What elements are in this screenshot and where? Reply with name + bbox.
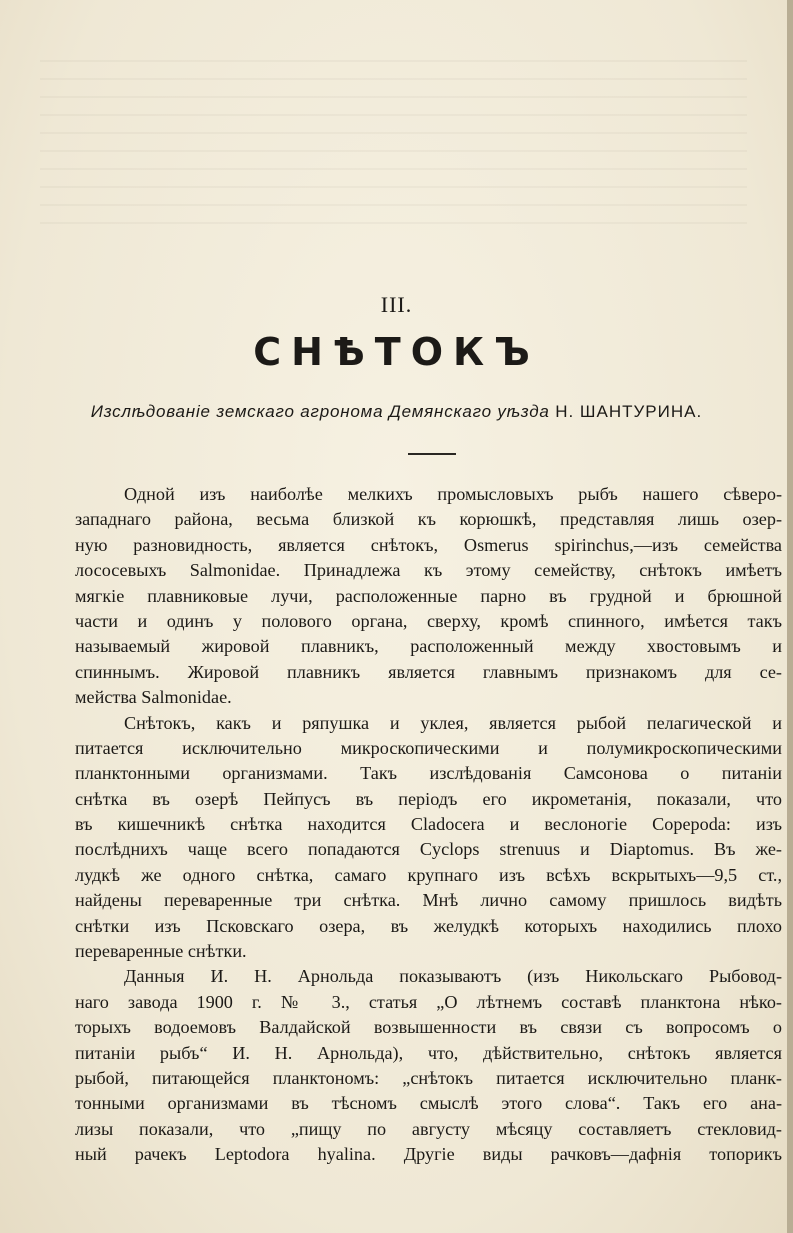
show-through-text bbox=[40, 60, 747, 240]
text-line: питается исключительно микроскопическими и полумикроскопическими bbox=[75, 737, 782, 758]
text-line: послѣднихъ чаще всего попадаются Cyclops strenuus и Diaptomus. Въ же- bbox=[75, 839, 782, 860]
text-line: Одной изъ наиболѣе мелкихъ промысловыхъ рыбъ нашего сѣверо- bbox=[124, 484, 782, 504]
paragraph bbox=[75, 482, 782, 711]
text-line: лудкѣ же одного снѣтка, самаго крупнаго изъ всѣхъ вскрытыхъ—9,5 ст., bbox=[75, 864, 782, 885]
text-line: снѣтка въ озерѣ Пейпусъ въ періодъ его икрометанія, показали, что bbox=[75, 788, 782, 809]
text-line: называемый жировой плавникъ, расположенный между хвостовымъ и bbox=[75, 636, 782, 657]
paragraph bbox=[75, 964, 782, 1167]
text-line: мейства Salmonidae. bbox=[75, 687, 232, 708]
article-body bbox=[75, 482, 782, 1168]
article-subtitle bbox=[0, 402, 793, 422]
text-line: рыбой, питающейся планктономъ: „снѣтокъ питается исключительно планк- bbox=[75, 1067, 782, 1088]
text-line: мягкіе плавниковые лучи, расположенные парно въ грудной и брюшной bbox=[75, 585, 782, 606]
text-line: переваренные снѣтки. bbox=[75, 941, 247, 962]
text-line: ную разновидность, является снѣтокъ, Osmerus spirinchus,—изъ семейства bbox=[75, 534, 782, 555]
article-title: СНѢТОКЪ bbox=[253, 330, 540, 374]
text-line: въ кишечникѣ снѣтка находится Cladocera и веслоногіе Copepoda: изъ bbox=[75, 814, 782, 835]
text-line: лизы показали, что „пищу по августу мѣсяцу составляетъ стекловид- bbox=[75, 1118, 782, 1139]
text-line: лососевыхъ Salmonidae. Принадлежа къ этому семейству, снѣтокъ имѣетъ bbox=[75, 560, 782, 581]
paragraph bbox=[75, 711, 782, 965]
text-line: тонными организмами въ тѣсномъ смыслѣ этого слова“. Такъ его ана- bbox=[75, 1093, 782, 1114]
text-line: найдены переваренные три снѣтка. Мнѣ лично самому пришлось видѣть bbox=[75, 890, 782, 911]
text-line: западнаго района, весьма близкой къ корюшкѣ, представляя лишь озер- bbox=[75, 509, 782, 530]
text-line: ный рачекъ Leptodora hyalina. Другіе виды рачковъ—дафнія топорикъ bbox=[75, 1144, 782, 1165]
text-line: наго завода 1900 г. № 3., статья „О лѣтнемъ составѣ планктона нѣко- bbox=[75, 991, 782, 1012]
subtitle-text: Изслѣдованіе земскаго агронома Демянскаго уѣзда bbox=[90, 402, 550, 421]
author-name: Н. ШАНТУРИНА. bbox=[555, 402, 703, 421]
text-line: Снѣтокъ, какъ и ряпушка и уклея, является рыбой пелагической и bbox=[124, 712, 782, 733]
text-line: части и одинъ у полового органа, сверху, кромѣ спинного, имѣется такъ bbox=[75, 610, 782, 631]
text-line: питаніи рыбъ“ И. Н. Арнольда), что, дѣйствительно, снѣтокъ является bbox=[75, 1042, 782, 1063]
text-line: Данныя И. Н. Арнольда показываютъ (изъ Никольскаго Рыбовод- bbox=[124, 966, 782, 987]
section-number: III. bbox=[380, 292, 413, 317]
text-line: торыхъ водоемовъ Валдайской возвышенности въ связи съ вопросомъ о bbox=[75, 1017, 782, 1038]
text-line: снѣтки изъ Псковскаго озера, въ желудкѣ которыхъ находились плохо bbox=[75, 915, 782, 936]
title-divider bbox=[408, 453, 456, 455]
text-line: спиннымъ. Жировой плавникъ является главнымъ признакомъ для се- bbox=[75, 661, 782, 682]
text-line: планктонными организмами. Такъ изслѣдованія Самсонова о питаніи bbox=[75, 763, 782, 784]
